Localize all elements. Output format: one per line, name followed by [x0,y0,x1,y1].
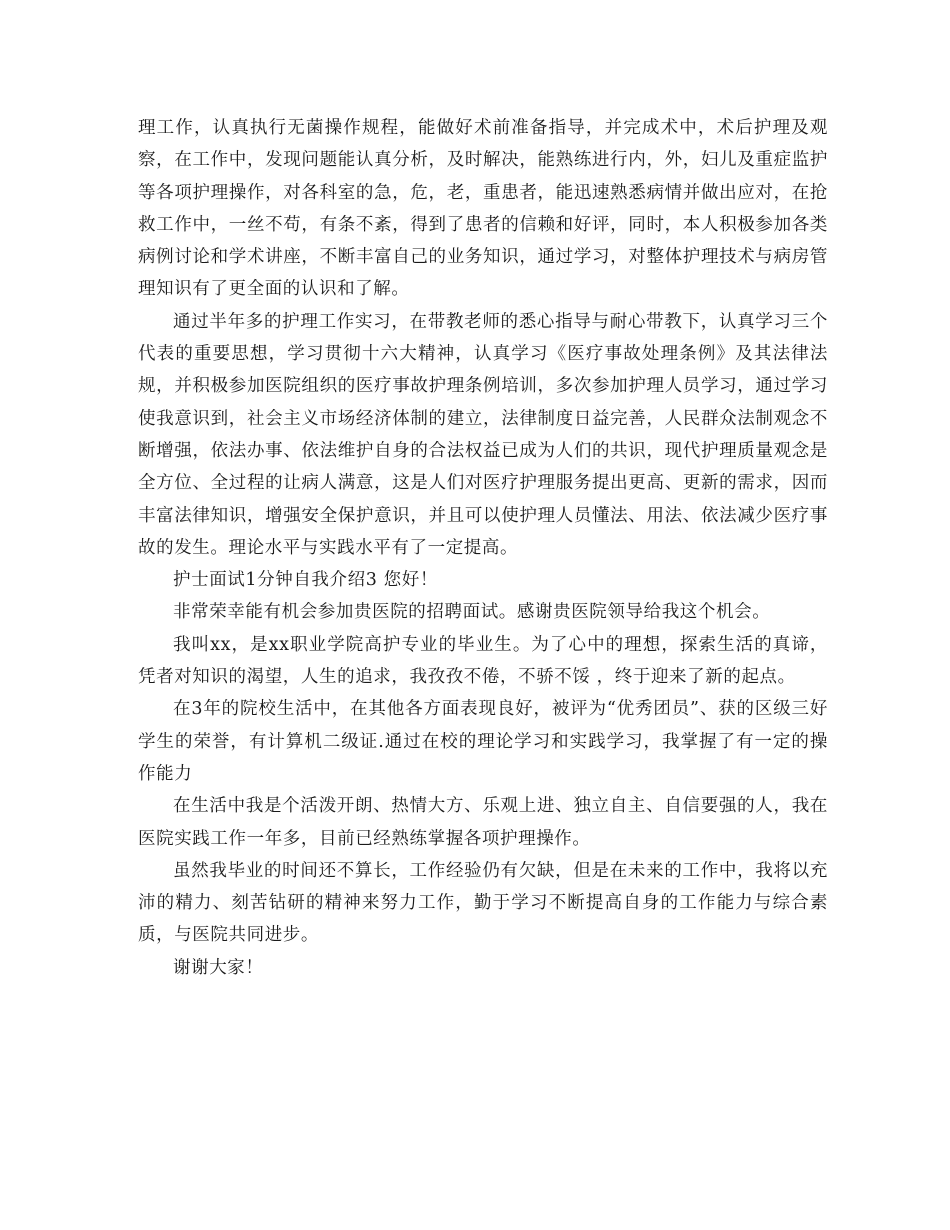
paragraph-introduction: 我叫xx，是xx职业学院高护专业的毕业生。为了心中的理想，探索生活的真谛，凭者对知识的渴望，人生的追求，我孜孜不倦，不骄不馁 ，终于迎来了新的起点。 [138,634,828,688]
paragraph-closing: 谢谢大家！ [173,957,264,978]
paragraph-continuation: 理工作，认真执行无菌操作规程，能做好术前准备指导，并完成术中，术后护理及观察，在工作中，发现问题能认真分析，及时解决，能熟练进行内，外，妇儿及重症监护等各项护理操作，对各科室的急，危，老，重患者，能迅速熟悉病情并做出应对，在抢救工作中，一丝不苟，有条不紊，得到了患者的信赖和好评，同时，本人积极参加各类病例讨论和学术讲座，不断丰富自己的业务知识，通过学习，对整体护理技术与病房管理知识有了更全面的认识和了解。 [138,118,828,300]
paragraph-future-work: 虽然我毕业的时间还不算长，工作经验仍有欠缺，但是在未来的工作中，我将以充沛的精力、刻苦钻研的精神来努力工作，勤于学习不断提高自身的工作能力与综合素质，与医院共同进步。 [138,860,828,946]
paragraph-section-heading: 护士面试1分钟自我介绍3 您好！ [173,570,438,591]
document-body [138,112,828,984]
paragraph-thanks-opportunity: 非常荣幸能有机会参加贵医院的招聘面试。感谢贵医院领导给我这个机会。 [173,602,771,623]
paragraph-school-life: 在3年的院校生活中，在其他各方面表现良好，被评为“优秀团员”、获的区级三好学生的荣誉，有计算机二级证.通过在校的理论学习和实践学习，我掌握了有一定的操作能力 [138,699,828,784]
paragraph-personality: 在生活中我是个活泼开朗、热情大方、乐观上进、独立自主、自信要强的人，我在医院实践工作一年多，目前已经熟练掌握各项护理操作。 [138,796,828,849]
paragraph-internship: 通过半年多的护理工作实习，在带教老师的悉心指导与耐心带教下，认真学习三个代表的重要思想，学习贯彻十六大精神，认真学习《医疗事故处理条例》及其法律法规，并积极参加医院组织的医疗事故护理条例培训，多次参加护理人员学习，通过学习使我意识到，社会主义市场经济体制的建立，法律制度日益完善，人民群众法制观念不断增强，依法办事、依法维护自身的合法权益已成为人们的共识，现代护理质量观念是全方位、全过程的让病人满意，这是人们对医疗护理服务提出更高、更新的需求，因而丰富法律知识，增强安全保护意识，并且可以使护理人员懂法、用法、依法减少医疗事故的发生。理论水平与实践水平有了一定提高。 [138,311,828,558]
